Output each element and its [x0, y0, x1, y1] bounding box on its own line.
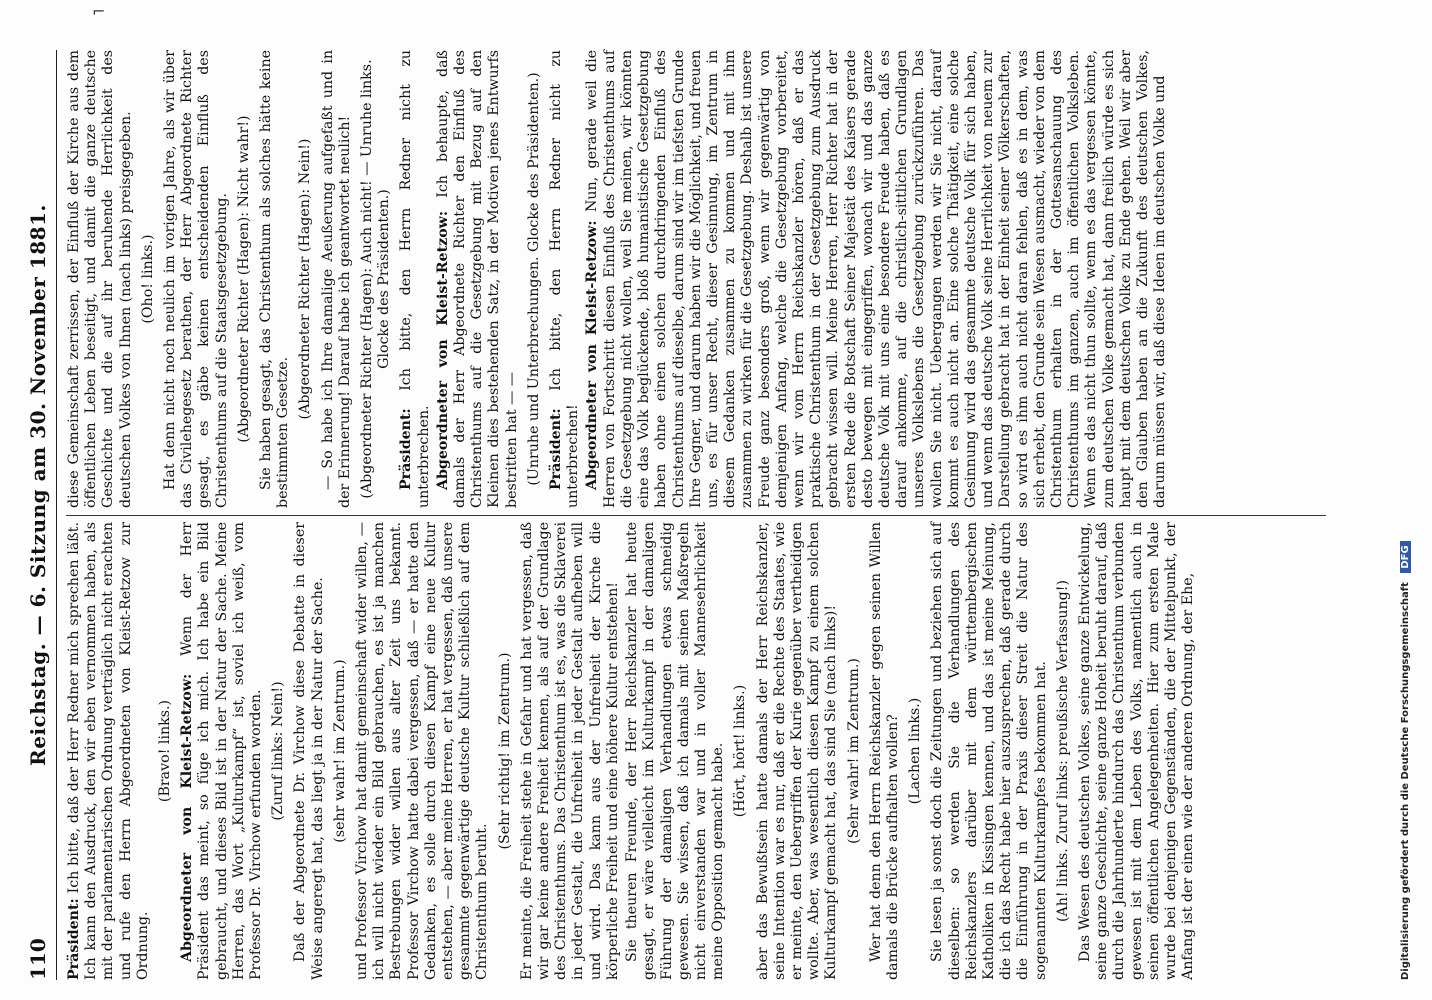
right-text-column — [66, 50, 1171, 508]
interjection — [270, 522, 287, 980]
speaker-name: Präsident: — [548, 408, 565, 490]
paragraph — [1077, 522, 1197, 980]
paragraph — [435, 50, 521, 508]
paragraph-text: Das Wesen des deutschen Volkes, seine ganze Entwickelung, seine ganze Geschichte, seine ganze Hoheit beruht darauf, daß durch die Jahrhunderte hindurch das Christenthum verbunden gewesen ist mit dem Leben des Volks, namentlich auch in seinen öffentlichen Angelegenheiten. Hier zum ersten Male wurde bei denjenigen Gegenständen, die der Mittelpunkt, der Anfang ist der einen wie der anderen Ordnung, der Ehe, — [1076, 522, 1197, 980]
paragraph — [320, 50, 354, 508]
interjection — [157, 522, 174, 980]
paragraph-text: (Unruhe und Unterbrechungen. Glocke des Präsidenten.) — [525, 72, 542, 486]
funding-note — [1400, 20, 1411, 980]
paragraph-text: (Zuruf links: Nein!) — [270, 681, 287, 821]
paragraph — [624, 522, 727, 980]
paragraph-text: Sie lesen ja sonst doch die Zeitungen und beziehen sich auf dieselben: so werden Sie die Verhandlungen des Reichskanzlers darüber mit dem württembergischen Katholiken in Kissingen kennen, und das ist meine Meinung, die ich das Recht habe hier auszusprechen, daß gerade durch die Einführung in der Praxis dieser Streit die Natur des sogenannten Kulturkampfes bekommen hat. — [929, 522, 1049, 980]
paragraph-text: und Professor Virchow hat damit gemeinschaft wider willen, — ich will nicht wieder ein Bild gebrauchen, es ist ja manchen Bestrebungen wider willen aus alter Zeit uns bekannt. Professor Virchow hatte dabei vergessen, daß — er hatte den Gedanken, es solle durch diesen Kampf eine neue Kultur entstehen, — aber meine Herren, er hat vergessen, daß unsere gesammte gegenwärtige deutsche Kultur schließlich auf dem Christenthum beruht. — [354, 522, 491, 980]
paragraph-text: (sehr wahr! im Zentrum.) — [331, 659, 348, 843]
paragraph-text: Nun, gerade weil die Herren von Fortschritt diesen Einfluß des Christenthums auf die Gesetzgebung nicht wollen, weil Sie meinen, wir könnten eine das Volk beglückende, bloß humanistische Gesetzgebung haben ohne einen solchen durchdringenden Einfluß des Christenthums auf dieselbe, darum sind wir im tiefsten Grunde Ihre Gegner, und darum haben wir die Möglichkeit, und freuen uns, es für unser Recht, dieser Gesinnung, im Zentrum in diesem Gedanken zusammen zu kommen und mit ihm zusammen zu wirken für die Gesetzgebung. Deshalb ist unsere Freude ganz besonders groß, wenn wir gegenwärtig von demjenigen Anfang, welche die Gesetzgebung vorbereitet, wenn wir vom Herrn Reichskanzler hören, daß er das praktische Christenthum in der Gesetzgebung zum Ausdruck gebracht wissen will. Meine Herren, Herr Richter hat in der ersten Rede die Botschaft Seiner Majestät des Kaisers gerade desto bewegen mit eingegriffen, wonach wir und das ganze deutsche Volk mit uns eine besondere Freude haben, daß es darauf ankomme, auf die christlich-sittlichen Grundlagen unseres Volkslebens die Gesetzgebung zurückzuführen. Das wollen Sie nicht. Uebergangen werden wir Sie nicht, darauf kommt es auch nicht an. Eine solche Thätigkeit, eine solche Gesinnung wird das gesammte deutsche Volk für sich haben, und wenn das deutsche Volk seine Herrlichkeit von neuem zur Darstellung gebracht hat in der Einheit seiner Völkerschaften, so wird es ihm auch nicht daran fehlen, daß es in dem, was sich erhebt, den Grunde sein Wesen ausmacht, wieder von dem Christenthum erhalten in der Gottesanschauung des Christenthums im ganzen, auch im öffentlichen Volksleben. Wenn es das nicht thun sollte, wenn es das vergessen könnte, zum deutschen Volke gemacht hat, dann freilich würde es sich haupt mit dem deutschen Volke zu Ende gehen. Weil wir aber den Glauben haben an die Zukunft des deutschen Volkes, darum müssen wir, daß diese Ideen im deutschen Volke und — [584, 49, 1169, 508]
paragraph — [929, 522, 1049, 980]
interjection — [526, 50, 543, 508]
paragraph-text: Sie theuren Freunde, der Herr Reichskanzler hat heute gesagt, er wäre vielleicht im Kulturkampf in der damaligen Führung der damaligen Verhandlungen etwas schneidig gewesen. Sie wissen, daß ich damals mit seinen Maßregeln nicht einverstanden war und in voller Mannesehrlichkeit meine Opposition gemacht habe. — [624, 522, 727, 980]
speaker-name: Präsident: — [398, 408, 415, 490]
paragraph-text: (Lachen links.) — [907, 697, 924, 805]
paragraph-text: Hat denn nicht noch neulich im vorigen Jahre, als wir über das Civilehegesetz berathen, der Herr Abgeordnete Richter gesagt, es gäbe keinen entscheidenden Einfluß des Christenthums auf die Staatsgesetzgebung. — [162, 50, 230, 508]
paragraph — [519, 522, 622, 980]
paragraph-text: Er meinte, die Freiheit stehe in Gefahr und hat vergessen, daß wir gar keine andere Freiheit kennen, als auf der Grundlage des Christenthums. Das Christenthum ist es, was die Sklaverei in jeder Gestalt, die Unfreiheit in jeder Gestalt aufheben will und wird. Das kann aus der Unfreiheit der Kirche die körperliche Freiheit und eine höhere Kultur entstehen! — [518, 522, 621, 980]
interjection — [732, 522, 749, 980]
speaker-name: Abgeordneter von Kleist-Retzow: — [584, 220, 601, 490]
running-title: Reichstag. — 6. Sitzung am 30. November 1881. — [26, 204, 50, 766]
interjection — [497, 522, 514, 980]
paragraph-text: aber das Bewußtsein hatte damals der Herr Reichskanzler, seine Intention war es nur, daß er die Rechte des Staates, wie er meinte, den Uebergriffen der Kurie gegenüber vertheidigen wollte. Aber, was wesentlich diesen Kampf zu einem solchen Kulturkampf gemacht hat, das sind Sie (nach links)! — [754, 522, 840, 980]
paragraph-text: (Abgeordneter Richter (Hagen): Auch nicht! — Unruhe links. Glocke des Präsidenten.) — [359, 59, 393, 499]
paragraph-text: Ich behaupte, daß damals der Herr Abgeordnete Richter den Einfluß des Christenthums auf die Gesetzgebung mit Bezug auf den Kleinen dies bestehenden Satz, in der Motiven jenes Entwurfs bestritten hat — — — [434, 49, 520, 508]
paragraph — [755, 522, 841, 980]
paragraph — [868, 522, 902, 980]
paragraph-text: Daß der Abgeordnete Dr. Virchow diese Debatte in dieser Weise angeregt hat, das liegt ja in der Natur der Sache. — [292, 522, 326, 980]
speaker-name: Präsident: — [66, 898, 82, 980]
paragraph — [584, 50, 1169, 508]
scan-mark: ⌐ — [92, 2, 106, 21]
paragraph-text: Wer hat denn den Herrn Reichskanzler gegen seinen Willen damals die Brücke aufhalten wollen? — [867, 522, 901, 980]
paragraph-text: (Abgeordneter Richter (Hagen): Nein!) — [297, 138, 314, 420]
paragraph — [398, 50, 432, 508]
interjection — [907, 522, 924, 980]
interjection — [359, 50, 393, 508]
paragraph — [258, 50, 292, 508]
speaker-name: Abgeordneter von Kleist-Retzow: — [179, 673, 196, 962]
paragraph-text: (Oho! links.) — [139, 234, 156, 324]
dfg-logo: DFG — [1400, 541, 1411, 572]
interjection — [332, 522, 349, 980]
paragraph — [66, 50, 135, 508]
column-divider — [66, 515, 1326, 516]
interjection — [140, 50, 157, 508]
paragraph-text: Ich bitte, den Herrn Redner nicht zu unterbrechen. — [398, 49, 432, 508]
left-text-column — [66, 522, 1199, 980]
paragraph — [548, 50, 582, 508]
paragraph-text: (Sehr richtig! im Zentrum.) — [496, 652, 513, 850]
interjection — [236, 50, 253, 508]
funding-note-text: Digitalisierung gefördert durch die Deutsche Forschungsgemeinschaft — [1400, 582, 1411, 980]
paragraph — [179, 522, 265, 980]
paragraph — [66, 522, 152, 980]
paragraph-text: (Abgeordneter Richter (Hagen): Nicht wahr!) — [235, 115, 252, 443]
page-number: 110 — [26, 938, 50, 980]
interjection — [1055, 522, 1072, 980]
interjection — [846, 522, 863, 980]
page-header — [18, 50, 57, 980]
paragraph-text: — So habe ich Ihre damalige Aeußerung aufgefaßt und in der Erinnerung! Darauf habe ich geantwortet neulich! — [319, 50, 353, 508]
paragraph-text: Ich bitte, den Herrn Redner nicht zu unterbrechen! — [548, 49, 582, 508]
paragraph-text: Ich bitte, daß der Herr Redner mich sprechen läßt. Ich kann den Ausdruck, den wir eben vernommen haben, als mit der parlamentarischen Ordnung verträglich nicht erachten und rufe den Herrn Abgeordneten von Kleist-Retzow zur Ordnung. — [66, 521, 151, 980]
paragraph-text: Wenn der Herr Präsident das meint, so füge ich mich. Ich habe ein Bild gebraucht, und dieses Bild ist in der Natur der Sache. Meine Herren, das Wort „Kulturkampf“ ist, soviel ich weiß, vom Professor Dr. Virchow erfunden worden. — [179, 521, 265, 980]
paragraph-text: (Sehr wahr! im Zentrum.) — [845, 658, 862, 844]
paragraph — [162, 50, 231, 508]
paragraph-text: Sie haben gesagt, das Christenthum als solches hätte keine bestimmten Gesetze. — [258, 50, 292, 508]
paragraph — [292, 522, 326, 980]
paragraph-text: diese Gemeinschaft zerrissen, der Einfluß der Kirche aus dem öffentlichen Leben beseitigt, und damit die ganze deutsche Geschichte und die auf ihr beruhende Herrlichkeit des deutschen Volkes von Ihnen (nach links) preisgegeben. — [66, 50, 134, 508]
speaker-name: Abgeordneter von Kleist-Retzow: — [434, 210, 451, 490]
paragraph — [354, 522, 492, 980]
paragraph-text: (Hört, hört! links.) — [732, 684, 749, 818]
interjection — [297, 50, 314, 508]
paragraph-text: (Ah! links. Zuruf links: preußische Verfassung!) — [1054, 580, 1071, 922]
paragraph-text: (Bravo! links.) — [157, 699, 174, 803]
